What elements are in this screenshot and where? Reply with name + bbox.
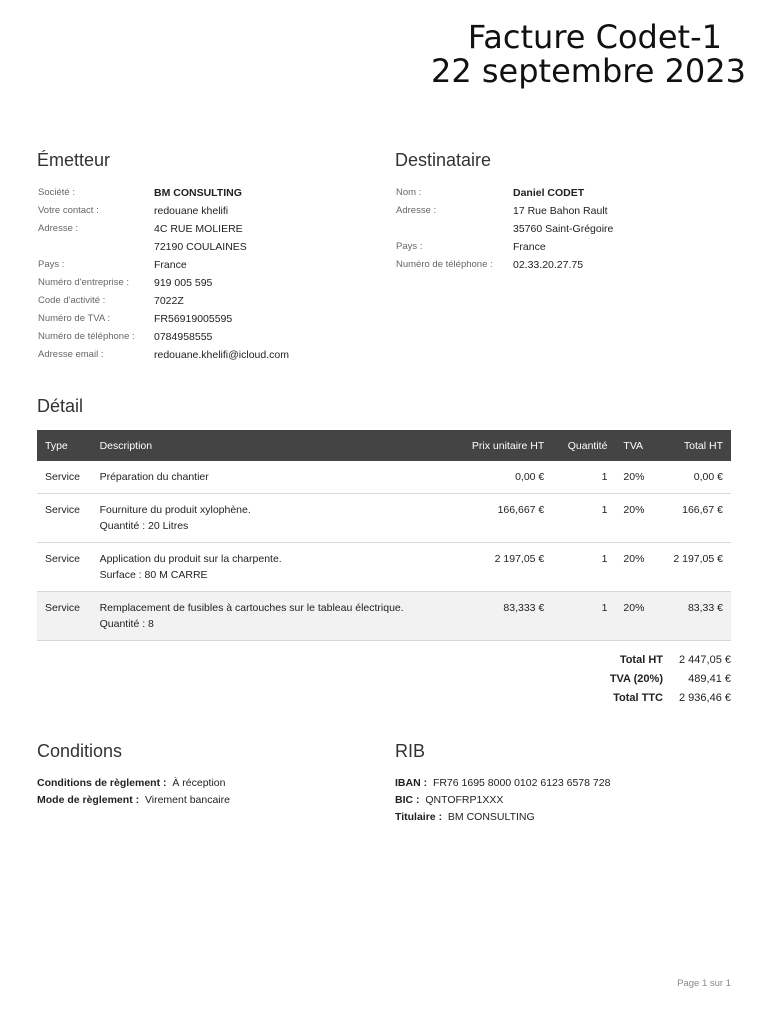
cell-description [92, 461, 424, 494]
field-value: FR56919005595 [154, 313, 233, 325]
cell-unit-price: 0,00 € [424, 461, 553, 494]
field-value: redouane khelifi [154, 205, 229, 217]
rib-label: IBAN : [395, 777, 428, 789]
condition-label: Mode de règlement : [37, 794, 140, 806]
total-label: TVA (20%) [609, 673, 663, 685]
emetteur-row-email [38, 346, 354, 364]
cell-total: 83,33 € [655, 592, 731, 641]
field-label: Numéro de téléphone : [38, 331, 135, 342]
field-label: Société : [38, 187, 75, 198]
emetteur-row-contact [38, 202, 354, 220]
column-header-quantity: Quantité [552, 430, 615, 461]
total-label: Total HT [619, 654, 663, 666]
cell-vat: 20% [615, 461, 655, 494]
cell-type: Service [37, 461, 92, 494]
emetteur-row-telephone [38, 328, 354, 346]
conditions-heading: Conditions [37, 741, 123, 761]
column-header-total: Total HT [655, 430, 731, 461]
total-label: Total TTC [613, 692, 663, 704]
emetteur-row-code-activite [38, 292, 354, 310]
totals-table [594, 651, 731, 708]
emetteur-row-adresse [38, 220, 354, 256]
cell-type: Service [37, 494, 92, 543]
emetteur-heading: Émetteur [37, 150, 111, 170]
cell-vat: 20% [615, 494, 655, 543]
field-label: Code d'activité : [38, 295, 106, 306]
field-value: France [513, 241, 546, 253]
field-value: 7022Z [154, 295, 184, 307]
rib-value: BM CONSULTING [447, 811, 535, 823]
destinataire-heading: Destinataire [395, 150, 492, 170]
field-label: Nom : [396, 187, 422, 198]
field-value: 919 005 595 [154, 277, 213, 289]
conditions-block [37, 775, 230, 809]
field-value: Daniel CODET [513, 187, 585, 199]
item-description: Préparation du chantier [99, 471, 209, 483]
column-header-vat: TVA [615, 430, 655, 461]
field-label: Votre contact : [38, 205, 99, 216]
cell-unit-price: 83,333 € [424, 592, 553, 641]
table-row [37, 461, 731, 494]
cell-type: Service [37, 592, 92, 641]
field-value: France [154, 259, 187, 271]
detail-table [37, 430, 731, 641]
field-value: 4C RUE MOLIERE 72190 COULAINES [154, 223, 247, 253]
cell-unit-price: 2 197,05 € [424, 543, 553, 592]
field-value: 0784958555 [154, 331, 213, 343]
cell-description [92, 543, 424, 592]
column-header-type: Type [37, 430, 92, 461]
rib-block [395, 775, 610, 826]
field-value: 17 Rue Bahon Rault 35760 Saint-Grégoire [513, 205, 614, 235]
detail-heading: Détail [37, 396, 84, 416]
rib-label: BIC : [395, 794, 420, 806]
table-row [37, 543, 731, 592]
field-label: Numéro d'entreprise : [38, 277, 130, 288]
emetteur-row-numero-entreprise [38, 274, 354, 292]
rib-row-bic [395, 792, 610, 809]
rib-value: FR76 1695 8000 0102 6123 6578 728 [432, 777, 611, 789]
field-label: Pays : [38, 259, 65, 270]
field-label: Numéro de téléphone : [396, 259, 493, 270]
cell-description [92, 494, 424, 543]
table-row [37, 592, 731, 641]
destinataire-row-adresse [396, 202, 713, 238]
field-value: BM CONSULTING [154, 187, 242, 199]
emetteur-row-pays [38, 256, 354, 274]
item-description: Fourniture du produit xylophène. Quantité : 20 Litres [99, 504, 251, 532]
invoice-header [346, 20, 746, 88]
field-value: redouane.khelifi@icloud.com [154, 349, 289, 361]
condition-label: Conditions de règlement : [37, 777, 167, 789]
table-row [37, 494, 731, 543]
emetteur-row-tva [38, 310, 354, 328]
cell-total: 166,67 € [655, 494, 731, 543]
condition-row [37, 775, 230, 792]
destinataire-row-telephone [396, 256, 713, 274]
cell-total: 2 197,05 € [655, 543, 731, 592]
rib-heading: RIB [395, 741, 426, 761]
field-label: Adresse : [38, 223, 79, 234]
cell-quantity: 1 [552, 592, 615, 641]
invoice-title: Facture Codet-1 [467, 18, 722, 56]
destinataire-table [396, 184, 713, 274]
cell-vat: 20% [615, 592, 655, 641]
total-value: 489,41 € [688, 673, 731, 685]
column-header-unit-price: Prix unitaire HT [424, 430, 553, 461]
field-value: 02.33.20.27.75 [513, 259, 584, 271]
detail-header-row [37, 430, 731, 461]
cell-vat: 20% [615, 543, 655, 592]
invoice-date: 22 septembre 2023 [430, 52, 746, 90]
emetteur-table [38, 184, 354, 364]
condition-value: À réception [172, 777, 226, 789]
cell-type: Service [37, 543, 92, 592]
item-description: Remplacement de fusibles à cartouches sur le tableau électrique. Quantité : 8 [99, 602, 404, 630]
cell-description [92, 592, 424, 641]
rib-row-titulaire [395, 809, 610, 826]
total-tva-row [594, 670, 731, 689]
field-label: Adresse : [396, 205, 437, 216]
column-header-description: Description [92, 430, 424, 461]
total-value: 2 447,05 € [679, 654, 731, 666]
cell-total: 0,00 € [655, 461, 731, 494]
cell-quantity: 1 [552, 543, 615, 592]
cell-unit-price: 166,667 € [424, 494, 553, 543]
destinataire-row-nom [396, 184, 713, 202]
emetteur-row-societe [38, 184, 354, 202]
destinataire-row-pays [396, 238, 713, 256]
cell-quantity: 1 [552, 494, 615, 543]
item-description: Application du produit sur la charpente. Surface : 80 M CARRE [99, 553, 282, 581]
rib-label: Titulaire : [395, 811, 443, 823]
cell-quantity: 1 [552, 461, 615, 494]
condition-value: Virement bancaire [144, 794, 230, 806]
total-ttc-row [594, 689, 731, 708]
page-number: Page 1 sur 1 [677, 978, 731, 989]
field-label: Adresse email : [38, 349, 104, 360]
condition-row [37, 792, 230, 809]
field-label: Pays : [396, 241, 423, 252]
total-value: 2 936,46 € [679, 692, 731, 704]
rib-row-iban [395, 775, 610, 792]
rib-value: QNTOFRP1XXX [425, 794, 504, 806]
field-label: Numéro de TVA : [38, 313, 110, 324]
total-ht-row [594, 651, 731, 670]
